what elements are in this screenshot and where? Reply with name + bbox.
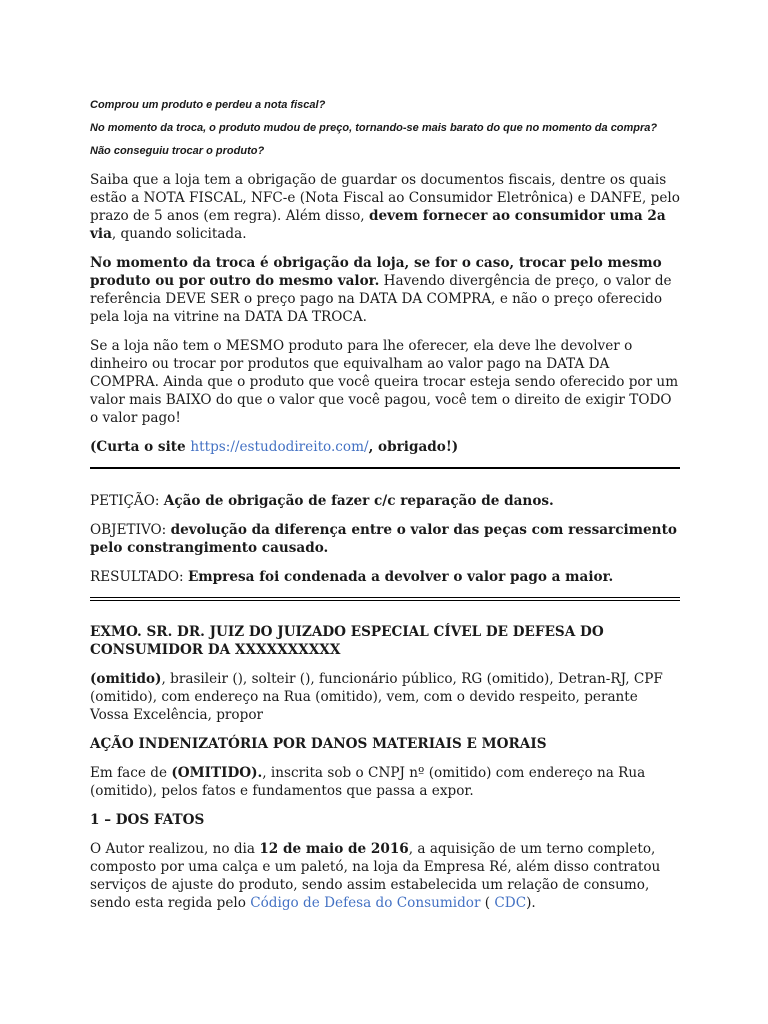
paragraph-thanks <box>90 438 680 456</box>
petition-defendant <box>90 764 680 800</box>
paragraph-facts <box>90 840 680 912</box>
resultado-label: RESULTADO: <box>90 569 188 585</box>
summary-objetivo <box>90 521 680 557</box>
action-title: AÇÃO INDENIZATÓRIA POR DANOS MATERIAIS E MORAIS <box>90 736 547 752</box>
intro-question-3: Não conseguiu trocar o produto? <box>90 145 265 157</box>
para2-text: Havendo divergência de preço, o valor de referência DEVE SER o preço pago na DATA DA COMPRA, e não o preço oferecido pela loja na vitrine na DATA DA TROCA. <box>90 273 672 325</box>
facts-text-a: O Autor realizou, no dia <box>90 841 260 857</box>
summary-peticao <box>90 492 680 510</box>
resultado-value: Empresa foi condenada a devolver o valor pago a maior. <box>187 569 614 585</box>
defendant-bold: (OMITIDO). <box>171 765 263 781</box>
facts-text-c: ( <box>480 895 495 911</box>
paragraph-fiscal-documents <box>90 171 680 243</box>
section-1-title: 1 – DOS FATOS <box>90 812 205 828</box>
thanks-suffix: , obrigado!) <box>368 439 459 455</box>
cdc-abbr-link[interactable]: CDC <box>494 895 527 911</box>
site-link[interactable]: https://estudodireito.com/ <box>190 439 369 455</box>
defendant-prefix: Em face de <box>90 765 172 781</box>
intro-question-2: No momento da troca, o produto mudou de preço, tornando-se mais barato do que no momento da compra? <box>90 122 658 134</box>
author-text: , brasileir (), solteir (), funcionário público, RG (omitido), Detran-RJ, CPF (omitido), com endereço na Rua (omitido), vem, com o devido respeito, perante Vossa Excelência, propor <box>90 671 663 723</box>
thanks-prefix: (Curta o site <box>90 439 191 455</box>
para1-text-b: , quando solicitada. <box>111 226 247 242</box>
intro-question-1: Comprou um produto e perdeu a nota fiscal? <box>90 99 326 111</box>
paragraph-exchange-obligation <box>90 254 680 326</box>
author-bold: (omitido) <box>90 671 162 687</box>
para2-bold: No momento da troca é obrigação da loja, se for o caso, trocar pelo mesmo produto ou por outro do mesmo valor. <box>90 255 662 289</box>
objetivo-value: devolução da diferença entre o valor das peças com ressarcimento pelo constrangimento causado. <box>90 522 677 556</box>
facts-date: 12 de maio de 2016 <box>259 841 409 857</box>
paragraph-refund: Se a loja não tem o MESMO produto para lhe oferecer, ela deve lhe devolver o dinheiro ou trocar por produtos que equivalham ao valor pago na DATA DA COMPRA. Ainda que o produto que você queira trocar esteja sendo oferecido por um valor mais BAIXO do que o valor que você pagou, você tem o direito de exigir TODO o valor pago! <box>90 338 679 426</box>
summary-resultado <box>90 568 680 586</box>
petition-address: EXMO. SR. DR. JUIZ DO JUIZADO ESPECIAL CÍVEL DE DEFESA DO CONSUMIDOR DA XXXXXXXXXX <box>90 624 604 658</box>
cdc-full-link[interactable]: Código de Defesa do Consumidor <box>250 895 481 911</box>
divider-double <box>90 597 680 601</box>
petition-author <box>90 670 680 724</box>
para1-text-a: Saiba que a loja tem a obrigação de guardar os documentos fiscais, dentre os quais estão a NOTA FISCAL, NFC-e (Nota Fiscal ao Consumidor Eletrônica) e DANFE, pelo prazo de 5 anos (em regra). Além disso, <box>90 172 680 224</box>
defendant-text: , inscrita sob o CNPJ nº (omitido) com endereço na Rua (omitido), pelos fatos e fundamentos que passa a expor. <box>90 765 646 799</box>
objetivo-label: OBJETIVO: <box>90 522 171 538</box>
peticao-label: PETIÇÃO: <box>90 493 164 509</box>
para1-bold: devem fornecer ao consumidor uma 2a via <box>90 208 666 242</box>
facts-text-b: , a aquisição de um terno completo, composto por uma calça e um paletó, na loja da Empresa Ré, além disso contratou serviços de ajuste do produto, sendo assim estabelecida um relação de consumo, sendo esta regida pelo <box>90 841 661 911</box>
facts-text-d: ). <box>526 895 536 911</box>
peticao-value: Ação de obrigação de fazer c/c reparação de danos. <box>163 493 554 509</box>
divider-single <box>90 467 680 469</box>
document-content <box>90 98 680 923</box>
